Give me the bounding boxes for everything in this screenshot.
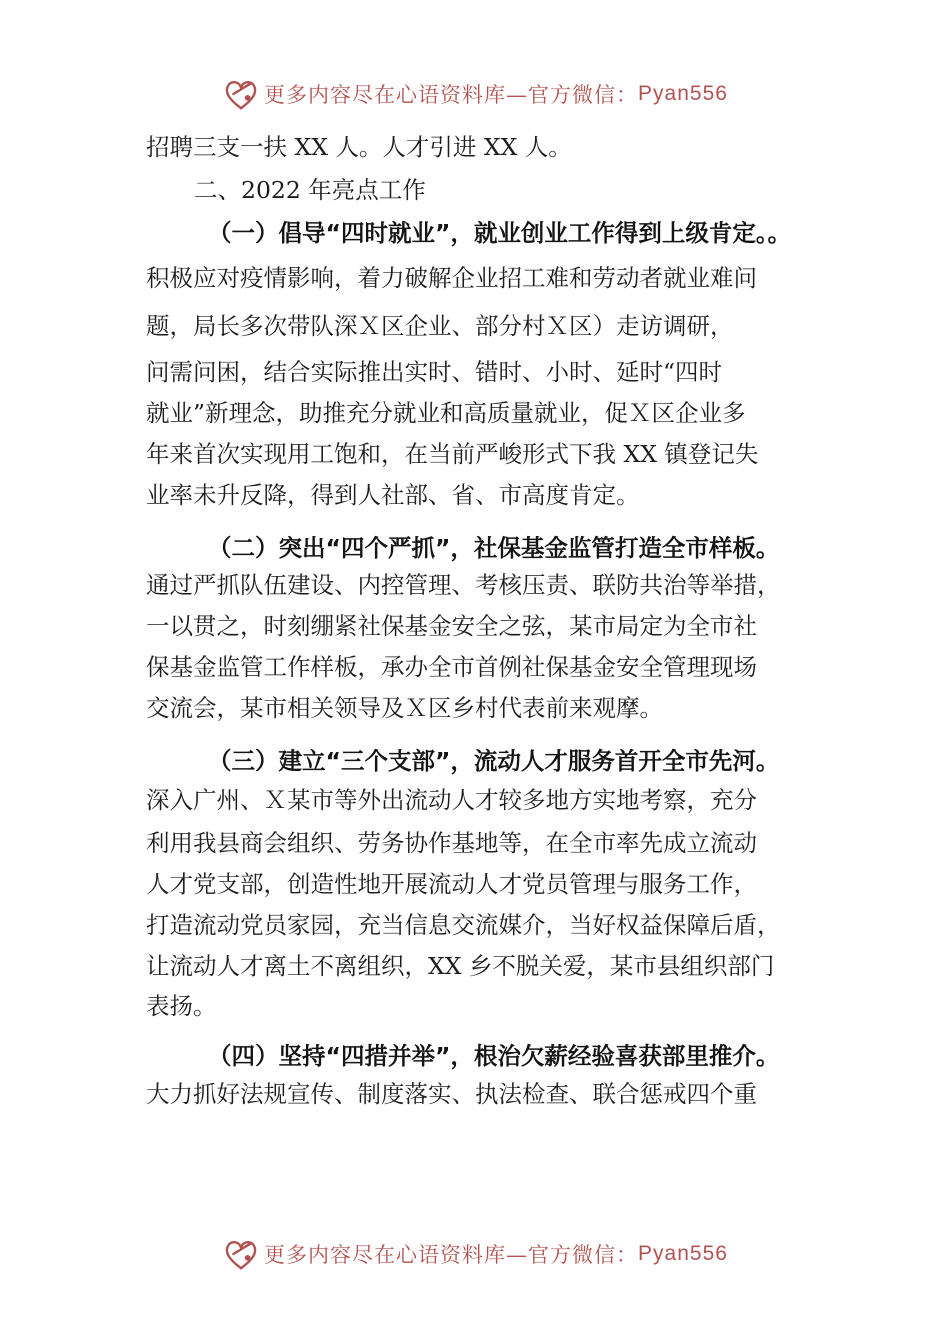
heart-logo-icon [222,1235,260,1273]
paragraph-line: 交流会，某市相关领导及Ｘ区乡村代表前来观摩。 [146,694,663,722]
paragraph-line: 一以贯之，时刻绷紧社保基金安全之弦，某市局定为全市社 [146,612,757,640]
paragraph-line: 深入广州、Ｘ某市等外出流动人才较多地方实地考察，充分 [146,786,757,814]
banner-text: 更多内容尽在心语资料库—官方微信： [264,1243,639,1267]
paragraph-line: 就业”新理念，助推充分就业和高质量就业，促Ｘ区企业多 [146,399,746,427]
section-title: 二、2022 年亮点工作 [194,176,426,204]
paragraph-line: 打造流动党员家园，充当信息交流媒介，当好权益保障后盾， [146,911,781,939]
banner-wechat-id: Pyan556 [638,1242,728,1265]
intro-line: 招聘三支一扶 XX 人。人才引进 XX 人。 [146,133,572,161]
heart-logo-icon [222,75,260,113]
paragraph-line: 人才党支部，创造性地开展流动人才党员管理与服务工作， [146,870,757,898]
paragraph-line: 表扬。 [146,992,217,1020]
paragraph-line: 业率未升反降，得到人社部、省、市高度肯定。 [146,481,640,509]
paragraph-line: 大力抓好法规宣传、制度落实、执法检查、联合惩戒四个重 [146,1080,757,1108]
header-banner [0,72,950,116]
paragraph-line: 通过严抓队伍建设、内控管理、考核压责、联防共治等举措， [146,571,781,599]
paragraph-line: 保基金监管工作样板，承办全市首例社保基金安全管理现场 [146,653,757,681]
section-heading-2: （二）突出“四个严抓”，社保基金监管打造全市样板。 [208,534,780,562]
paragraph-line: 利用我县商会组织、劳务协作基地等，在全市率先成立流动 [146,829,757,857]
paragraph-line: 让流动人才离土不离组织，XX 乡不脱关爱，某市县组织部门 [146,952,775,980]
banner-text: 更多内容尽在心语资料库—官方微信： [264,83,639,107]
section-heading-3: （三）建立“三个支部”，流动人才服务首开全市先河。 [208,747,780,775]
section-heading-1: （一）倡导“四时就业”，就业创业工作得到上级肯定。。 [208,219,792,247]
paragraph-line: 题，局长多次带队深Ｘ区企业、部分村Ｘ区）走访调研， [146,312,734,340]
banner-wechat-id: Pyan556 [638,82,728,105]
paragraph-line: 积极应对疫情影响，着力破解企业招工难和劳动者就业难问 [146,264,757,292]
paragraph-line: 年来首次实现用工饱和，在当前严峻形式下我 XX 镇登记失 [146,440,759,468]
section-heading-4: （四）坚持“四措并举”，根治欠薪经验喜获部里推介。 [208,1042,780,1070]
footer-banner [0,1232,950,1276]
paragraph-line: 问需问困，结合实际推出实时、错时、小时、延时“四时 [146,358,723,386]
